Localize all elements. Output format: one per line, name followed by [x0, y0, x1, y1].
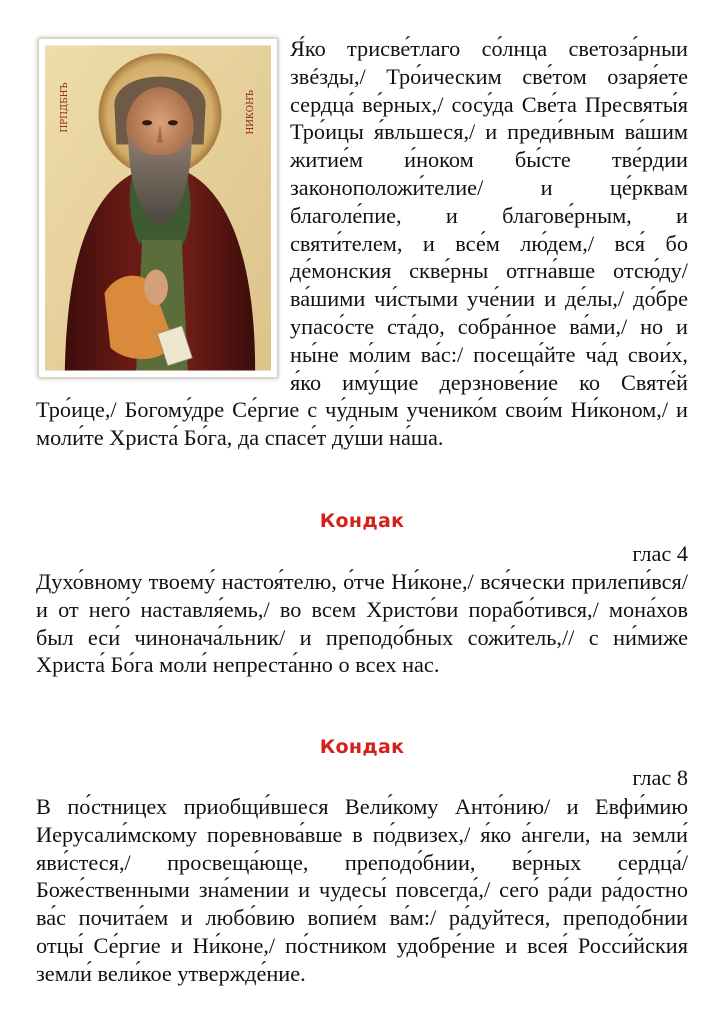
kontakion-voice-2: глас 8 — [632, 765, 688, 790]
kontakion-heading-1: Кондак — [319, 510, 405, 532]
kontakion-text-2: В по́стницех приобщи́вшеся Вели́кому Анто́нию/ и Евфи́мию Иерусали́мскому поревнова́вше в по́двизех,/ я́ко а́нгели, на земли́ яви́стеся,/ просвеща́юще, преподо́бнии, ве́рных сердца́/ Боже́ственными зна́мении и чудесы́ повсегда́,/ сего́ ра́ди ра́достно ва́с почита́ем и любо́вию вопие́м ва́м:/ ра́дуйтеся, преподо́бнии отцы́ Се́ргие и Ни́коне,/ по́стником удобре́ние и всея́ Росси́йския земли́ вели́кое утвержде́ние. — [36, 794, 688, 986]
kontakion-text-1: Духо́вному твоему́ настоя́телю, о́тче Ни́коне,/ вся́чески прилепи́вся/ и от него́ наставля́емь,/ во всем Христо́ви порабо́тився,/ мона́хов был еси́ чинонача́льник/ и преподо́бных сожи́тель,// с ни́миже Христа́ Бо́га моли́ непреста́нно о всех нас. — [36, 569, 688, 678]
svg-text:ПРПДБНЪ: ПРПДБНЪ — [59, 82, 70, 133]
kontakion-heading-2: Кондак — [319, 736, 405, 758]
svg-text:НИКОНЪ: НИКОНЪ — [246, 90, 257, 135]
kontakion-voice-1: глас 4 — [632, 541, 688, 566]
troparion-text: Я́ко трисве́тлаго со́лнца светоза́рныи звéзды,/ Тро́ическим све́том озаря́ете сердца́ ве́рных,/ сосу́да Све́та Пресвяты́я Тро́ицы я́вльшеся,/ и преди́вным ва́шим житие́м и́ноком бы́сте тве́рдии законоположи́телие/ и це́рквам благоле́пие, и благове́рным, и святи́телем, и все́м лю́дем,/ вся́ бо де́монския скве́рны отгна́вше отсю́ду/ ва́шими чи́стыми уче́нии и де́лы,/ до́бре упасо́сте ста́до, собра́нное ва́ми,/ но и ны́не мо́лим ва́с:/ посеща́йте ча́д свои́х, я́ко иму́щие дерзнове́ние ко Святе́й Тро́ице,/ Богому́дре Се́ргие с чу́дным ученико́м свои́м Ни́коном,/ и моли́те Христа́ Бо́га, да спасе́т ду́ши на́ша. — [36, 36, 688, 451]
